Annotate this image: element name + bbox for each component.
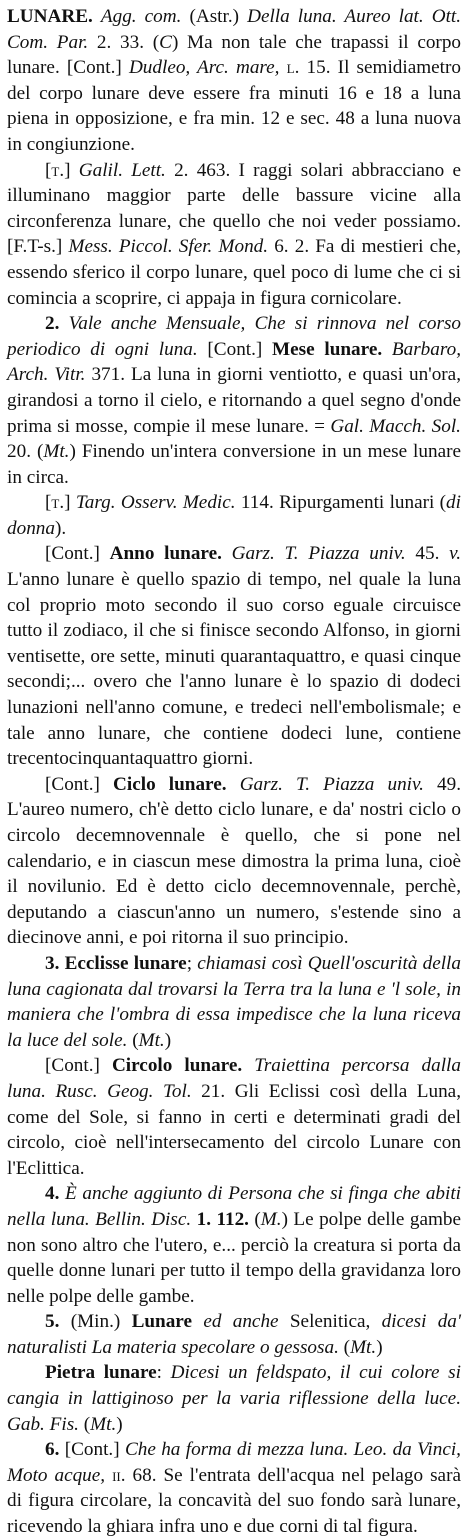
text-run: ). bbox=[54, 517, 67, 539]
italic-text-run: dicesi da' naturalisti La materia specolare o gessosa. bbox=[7, 1311, 461, 1358]
bold-text-run: 1. bbox=[196, 1208, 211, 1230]
text-run: [Cont.] bbox=[45, 1055, 112, 1077]
smallcaps-text-run: t. bbox=[51, 492, 65, 514]
text-run: [Cont.] bbox=[197, 338, 273, 360]
text-run: [Cont.] bbox=[45, 543, 110, 565]
text-run bbox=[222, 543, 232, 564]
bold-text-run: LUNARE. bbox=[7, 6, 93, 27]
entry-paragraph bbox=[7, 772, 461, 951]
text-run: (Min.) bbox=[59, 1311, 132, 1333]
text-run: [ bbox=[45, 159, 52, 181]
entry-paragraph bbox=[7, 1360, 461, 1437]
text-run: [ bbox=[45, 492, 52, 514]
entry-sense-5 bbox=[7, 1309, 461, 1360]
text-run: ) Ma non tale che trapassi il corpo lunare. [Cont.] bbox=[7, 31, 462, 79]
italic-text-run: Agg. com. bbox=[100, 6, 182, 27]
text-run: ( bbox=[248, 1208, 261, 1230]
text-run: 6. 2. Fa di mestieri che, essendo sferico il corpo lunare, quel poco di lume che ci si comincia a scoprire, ci appaja in figura cornicolare. bbox=[7, 236, 462, 309]
text-run bbox=[279, 57, 286, 78]
italic-text-run: Della luna. Aureo lat. Ott. Com. Par. bbox=[7, 6, 462, 53]
text-run bbox=[105, 1465, 112, 1486]
italic-text-run: Mt. bbox=[350, 1336, 377, 1358]
entry-sense-4 bbox=[7, 1181, 461, 1309]
text-run: Selenitica, bbox=[278, 1311, 382, 1333]
bold-text-run: 5. bbox=[45, 1311, 60, 1333]
italic-text-run: Mess. Piccol. Sfer. Mond. bbox=[68, 236, 269, 258]
italic-text-run: Mt. bbox=[138, 1029, 165, 1051]
bold-text-run: Ecclisse lunare bbox=[64, 952, 187, 974]
italic-text-run: chiamasi così Quell'oscurità della luna cagionata dal trovarsi la Terra tra la luna e 'l sole, in maniera che l'ombra di essa impedisce che la luna riceva la luce del sole. bbox=[7, 952, 461, 1051]
entry-headword-paragraph bbox=[7, 4, 461, 158]
bold-text-run: Mese lunare. bbox=[272, 338, 383, 360]
bold-text-run: Pietra lunare bbox=[45, 1362, 157, 1384]
italic-text-run: C bbox=[159, 31, 172, 53]
text-run: ) Le polpe delle gambe non sono altro che l'utero, e... perciò la creatura si porta da quelle donne lunari per tutto il tempo della gravidanza loro nelle polpe delle gambe. bbox=[7, 1208, 461, 1307]
text-run bbox=[59, 313, 68, 334]
text-run: 21. Gli Eclissi così della Luna, come del Sole, si fanno in certi e determinati gradi del circolo, cioè nell'intersecamento del circolo Lunare con l'Eclittica. bbox=[7, 1080, 461, 1179]
entry-sense-6 bbox=[7, 1437, 461, 1539]
text-run bbox=[227, 774, 240, 795]
bold-text-run: Anno lunare. bbox=[109, 543, 222, 565]
italic-text-run: Garz. T. Piazza univ. bbox=[231, 543, 406, 565]
text-run: [Cont.] bbox=[45, 773, 114, 795]
text-run bbox=[242, 1055, 254, 1076]
text-run: 2. 33. ( bbox=[88, 31, 160, 53]
entry-sense-2 bbox=[7, 311, 461, 490]
text-run: 114. Ripurgamenti lunari ( bbox=[235, 492, 447, 514]
text-run: 49. L'aureo numero, ch'è detto ciclo lunare, e da' nostri ciclo o circolo decemnovennale è quello, che si pone nel calendario, e in ciascun mese dimostra la prima luna, cioè il novilunio. Ed è detto ciclo decemnovennale, perchè, deputando a ciascun'anno un numero, s'estende sino a diecinove anni, e poi ritorna il suo principio. bbox=[7, 773, 462, 949]
bold-text-run: 4. bbox=[45, 1183, 60, 1205]
italic-text-run: Gal. Macch. Sol. bbox=[330, 415, 461, 437]
bold-text-run: 2. bbox=[45, 313, 60, 335]
italic-text-run: di donna bbox=[7, 492, 461, 539]
smallcaps-text-run: ii. bbox=[112, 1464, 126, 1486]
text-run: ] bbox=[64, 492, 76, 514]
italic-text-run: Mt. bbox=[90, 1413, 117, 1435]
bold-text-run: 6. bbox=[45, 1439, 60, 1461]
text-run: 371. La luna in giorni ventiotto, e quasi un'ora, girandosi a torno il cielo, e ritornando a quel segno d'onde prima si mosse, compie il mese lunare. = bbox=[7, 364, 461, 437]
bold-text-run: 112. bbox=[216, 1208, 249, 1230]
italic-text-run: M. bbox=[260, 1208, 282, 1230]
smallcaps-text-run: t. bbox=[51, 159, 65, 181]
italic-text-run: ed anche bbox=[203, 1311, 279, 1333]
entry-paragraph bbox=[7, 1053, 461, 1181]
italic-text-run: Dicesi un feldspato, il cui colore si cangia in lattiginoso per la varia riflessione della luce. Gab. Fis. bbox=[7, 1362, 461, 1435]
entry-paragraph bbox=[7, 490, 461, 541]
bold-text-run: Lunare bbox=[131, 1311, 192, 1333]
text-run: ) Finendo un'intera conversione in un mese lunare in circa. bbox=[7, 441, 461, 488]
text-run: ) bbox=[376, 1336, 383, 1358]
text-run: 20. ( bbox=[7, 441, 44, 463]
bold-text-run: Ciclo lunare. bbox=[113, 773, 227, 795]
italic-text-run: Mt. bbox=[43, 441, 70, 463]
text-run: ( bbox=[78, 1413, 91, 1435]
smallcaps-text-run: l. bbox=[286, 57, 300, 79]
text-run: ( bbox=[338, 1336, 351, 1358]
italic-text-run: Galil. Lett. bbox=[78, 159, 166, 181]
italic-text-run: Targ. Osserv. Medic. bbox=[75, 492, 236, 514]
italic-text-run: v. bbox=[449, 543, 461, 565]
text-run: ; bbox=[186, 952, 198, 974]
italic-text-run: Dudleo, Arc. mare, bbox=[128, 57, 280, 79]
text-run: 2. 463. I raggi solari abbracciano e illuminano maggior parte delle bassure vicine alla circonferenza lunare, che quello che noi veder possiamo. [F.T-s.] bbox=[7, 159, 461, 258]
text-run bbox=[192, 1311, 203, 1332]
italic-text-run: È anche aggiunto di Persona che si finga che abiti nella luna. Bellin. Disc. bbox=[7, 1183, 462, 1230]
text-run: L'anno lunare è quello spazio di tempo, nel quale la luna col proprio moto secondo il suo corso eguale circuisce tutto il zodiaco, il che si finisce secondo Alfonso, in giorni ventisette, ore sette, minuti quarantaquattro, e quasi cinque secondi;... overo che l'anno lunare è lo spazio di dodeci lunazioni nell'anno comune, e tredeci nell'embolismale; e tale anno lunare, che contiene dodeci lune, contiene trecentocinquantaquattro giorni. bbox=[7, 569, 461, 770]
text-run: ) bbox=[164, 1029, 172, 1051]
bold-text-run: 3. bbox=[45, 952, 60, 974]
text-run bbox=[93, 6, 101, 27]
text-run: [Cont.] bbox=[59, 1439, 125, 1461]
text-run: 68. Se l'entrata dell'acqua nel pelago sarà di figura circolare, la concavità del suo fondo sarà lunare, ricevendo la ghiara infra uno e due corni di tal figura. bbox=[7, 1464, 461, 1538]
text-run: (Astr.) bbox=[181, 6, 248, 27]
text-run: ( bbox=[127, 1029, 139, 1051]
entry-paragraph bbox=[7, 158, 461, 312]
text-run: ) bbox=[116, 1413, 123, 1435]
entry-paragraph bbox=[7, 541, 461, 771]
italic-text-run: Traiettina percorsa dalla luna. Rusc. Geog. Tol. bbox=[7, 1055, 461, 1102]
italic-text-run: Garz. T. Piazza univ. bbox=[239, 773, 424, 795]
text-run: 15. Il semidiametro del corpo lunare deve essere fra minuti 16 e 18 a luna piena in opposizione, e fra min. 12 e sec. 48 a luna nuova in congiunzione. bbox=[7, 57, 461, 155]
text-run: : bbox=[156, 1362, 171, 1384]
text-run: ] bbox=[64, 159, 79, 181]
bold-text-run: Circolo lunare. bbox=[111, 1055, 243, 1077]
italic-text-run: Barbaro, Arch. Vitr. bbox=[7, 338, 461, 386]
text-run bbox=[382, 339, 392, 360]
italic-text-run: Vale anche Mensuale, Che si rinnova nel corso periodico di ogni luna. bbox=[7, 313, 462, 360]
italic-text-run: Che ha forma di mezza luna. Leo. da Vinci, Moto acque, bbox=[7, 1439, 461, 1486]
entry-sense-3 bbox=[7, 951, 461, 1053]
text-run: 45. bbox=[405, 543, 450, 565]
